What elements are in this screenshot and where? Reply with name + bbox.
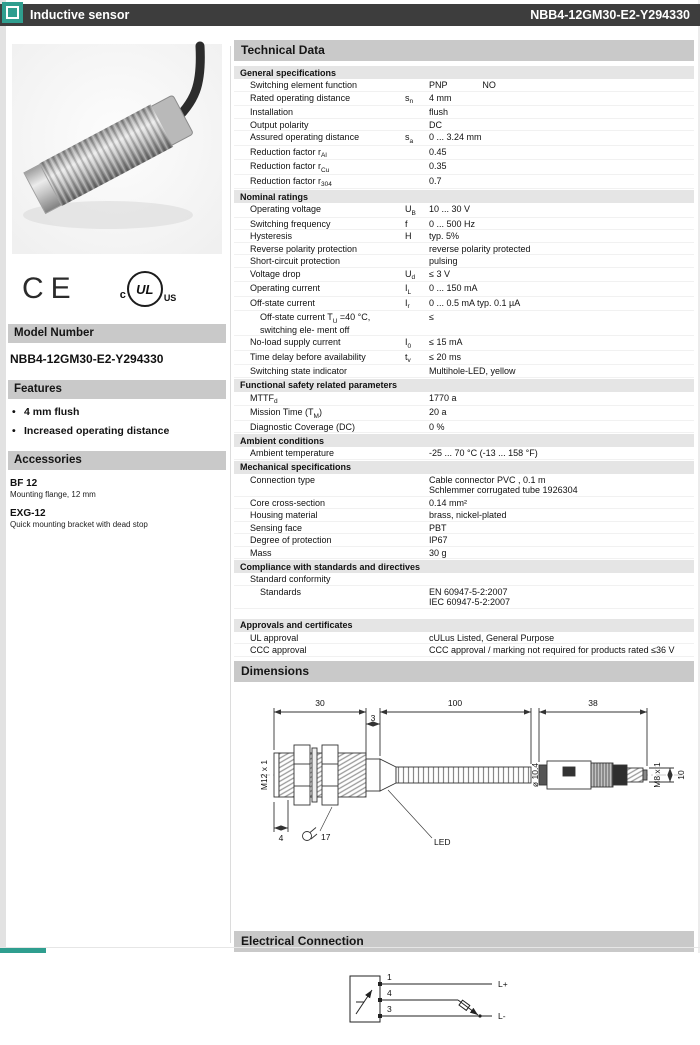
dim-100-label: 100 bbox=[448, 698, 462, 708]
spec-value: 0 % bbox=[429, 422, 690, 433]
spec-label: Reduction factor $r_{Cu}$ bbox=[250, 161, 405, 174]
feature-bullet: • bbox=[12, 425, 24, 437]
spec-row bbox=[234, 203, 694, 218]
accessory-description: Mounting flange, 12 mm bbox=[10, 490, 226, 500]
accessory-item bbox=[10, 478, 226, 500]
spec-value: 0.45 bbox=[429, 147, 690, 158]
spec-value: -25 ... 70 °C (-13 ... 158 °F) bbox=[429, 448, 690, 459]
spec-label: Reduction factor $r_{304}$ bbox=[250, 176, 405, 189]
spec-label: Off-state current $T_U =40$ °C, switching ele- ment off bbox=[260, 312, 405, 335]
spec-label: Housing material bbox=[250, 510, 405, 521]
features-section-header: Features bbox=[8, 380, 226, 399]
feature-item bbox=[12, 425, 226, 437]
spec-row bbox=[234, 351, 694, 366]
spec-symbol: $I_r$ bbox=[405, 298, 429, 311]
accessory-description: Quick mounting bracket with dead stop bbox=[10, 520, 226, 530]
spec-label: Voltage drop bbox=[250, 269, 405, 280]
spec-value: PBT bbox=[429, 523, 690, 534]
spec-value: 0.14 mm² bbox=[429, 498, 690, 509]
dim-10-label: 10 bbox=[676, 770, 686, 780]
feature-bullet: • bbox=[12, 406, 24, 418]
wrench-17-label: 17 bbox=[321, 832, 331, 842]
footer-divider bbox=[0, 947, 700, 948]
spec-group-header: General specifications bbox=[234, 66, 694, 79]
spec-value: 0 ... 0.5 mA typ. 0.1 µA bbox=[429, 298, 690, 309]
spec-row bbox=[234, 406, 694, 421]
spec-label: Switching frequency bbox=[250, 219, 405, 230]
spec-label: Operating current bbox=[250, 283, 405, 294]
spec-symbol: $I_L$ bbox=[405, 283, 429, 296]
spec-value: ≤ 20 ms bbox=[429, 352, 690, 363]
spec-row bbox=[234, 243, 694, 256]
spec-label: Mass bbox=[250, 548, 405, 559]
spec-row bbox=[234, 79, 694, 92]
spec-symbol: $s_n$ bbox=[405, 93, 429, 106]
spec-group-header: Mechanical specifications bbox=[234, 461, 694, 474]
spec-row bbox=[234, 160, 694, 175]
spec-row bbox=[234, 447, 694, 460]
spec-symbol: $I_0$ bbox=[405, 337, 429, 350]
brand-logo-inner-square bbox=[6, 6, 19, 19]
spec-row bbox=[234, 131, 694, 146]
ul-mark-us: US bbox=[164, 293, 177, 303]
spec-symbol: $s_a$ bbox=[405, 132, 429, 145]
spec-value: pulsing bbox=[429, 256, 690, 267]
spec-label: Switching state indicator bbox=[250, 366, 405, 377]
spec-row bbox=[234, 218, 694, 231]
technical-data-section-header: Technical Data bbox=[234, 40, 694, 61]
spec-row bbox=[234, 268, 694, 283]
column-divider bbox=[230, 46, 231, 943]
spec-label: Rated operating distance bbox=[250, 93, 405, 104]
spec-row bbox=[234, 175, 694, 190]
spec-label: Switching element function bbox=[250, 80, 405, 91]
spec-label: Operating voltage bbox=[250, 204, 405, 215]
spec-row bbox=[234, 92, 694, 107]
spec-label: No-load supply current bbox=[250, 337, 405, 348]
spec-symbol: f bbox=[405, 219, 429, 230]
spec-label: Sensing face bbox=[250, 523, 405, 534]
spec-group-header: Ambient conditions bbox=[234, 434, 694, 447]
spec-row bbox=[234, 534, 694, 547]
spec-group-header: Compliance with standards and directives bbox=[234, 560, 694, 573]
spec-label: Mission Time $(T_M)$ bbox=[250, 407, 405, 420]
spec-value: cULus Listed, General Purpose bbox=[429, 633, 690, 644]
spec-value: PNP NO bbox=[429, 80, 690, 91]
spec-row bbox=[234, 522, 694, 535]
spec-value: 0 ... 150 mA bbox=[429, 283, 690, 294]
pin-4-label: 4 bbox=[387, 988, 392, 998]
spec-row bbox=[234, 230, 694, 243]
spec-value: typ. 5% bbox=[429, 231, 690, 242]
spec-value: 30 g bbox=[429, 548, 690, 559]
spec-value: 4 mm bbox=[429, 93, 690, 104]
spec-value: 0.7 bbox=[429, 176, 690, 187]
accessories-list bbox=[8, 478, 226, 530]
product-photo bbox=[8, 40, 226, 258]
spec-value: ≤ 3 V bbox=[429, 269, 690, 280]
spec-label: Degree of protection bbox=[250, 535, 405, 546]
circuit-diagram-svg bbox=[334, 960, 564, 1040]
spec-row bbox=[234, 297, 694, 312]
spec-row bbox=[234, 365, 694, 378]
ul-mark bbox=[120, 271, 177, 307]
spec-label: Off-state current bbox=[250, 298, 405, 309]
spec-row bbox=[234, 497, 694, 510]
spec-row bbox=[234, 421, 694, 434]
spec-value: ≤ bbox=[429, 312, 690, 323]
spec-value: brass, nickel-plated bbox=[429, 510, 690, 521]
certification-logos bbox=[22, 268, 226, 310]
spec-row bbox=[234, 255, 694, 268]
header-bar bbox=[0, 4, 700, 26]
accessory-name: EXG-12 bbox=[10, 508, 226, 520]
spec-row bbox=[234, 632, 694, 645]
brand-logo-icon bbox=[2, 2, 23, 23]
accessories-section-header: Accessories bbox=[8, 451, 226, 470]
spec-row bbox=[234, 392, 694, 407]
left-column bbox=[8, 40, 226, 530]
tube-diameter-label: ø 10.4 bbox=[530, 762, 540, 786]
electrical-connection-section-header: Electrical Connection bbox=[234, 931, 694, 952]
spec-row bbox=[234, 146, 694, 161]
spec-value: 0 ... 3.24 mm bbox=[429, 132, 690, 143]
spec-value: IP67 bbox=[429, 535, 690, 546]
spec-symbol: H bbox=[405, 231, 429, 242]
feature-text: 4 mm flush bbox=[24, 406, 79, 418]
spec-row bbox=[234, 586, 694, 609]
accessory-item bbox=[10, 508, 226, 530]
spec-label: Standard conformity bbox=[250, 574, 405, 585]
spec-row bbox=[234, 644, 694, 657]
dimension-drawing bbox=[236, 690, 694, 927]
dim-38-label: 38 bbox=[588, 698, 598, 708]
model-number-value: NBB4-12GM30-E2-Y294330 bbox=[10, 352, 226, 366]
technical-data-table bbox=[234, 66, 694, 657]
spec-symbol: $U_d$ bbox=[405, 269, 429, 282]
spec-row bbox=[234, 547, 694, 560]
spec-value-line2: IEC 60947-5-2:2007 bbox=[429, 597, 690, 608]
spec-label: Reduction factor $r_{Al}$ bbox=[250, 147, 405, 160]
spec-label: Hysteresis bbox=[250, 231, 405, 242]
spec-label: Connection type bbox=[250, 475, 405, 486]
spec-value: CCC approval / marking not required for products rated ≤36 V bbox=[429, 645, 690, 656]
product-type-title: Inductive sensor bbox=[30, 4, 129, 26]
spec-label: UL approval bbox=[250, 633, 405, 644]
spec-value: reverse polarity protected bbox=[429, 244, 690, 255]
l-plus-label: L+ bbox=[498, 979, 508, 989]
spec-label: Short-circuit protection bbox=[250, 256, 405, 267]
spec-row bbox=[234, 336, 694, 351]
page-left-margin bbox=[0, 0, 6, 953]
spec-row bbox=[234, 573, 694, 586]
spec-value: 0.35 bbox=[429, 161, 690, 172]
spec-label: Ambient temperature bbox=[250, 448, 405, 459]
sensor-photo-illustration bbox=[8, 40, 226, 258]
spec-label: Installation bbox=[250, 107, 405, 118]
spec-value: EN 60947-5-2:2007 IEC 60947-5-2:2007 bbox=[429, 587, 690, 608]
spec-row bbox=[234, 509, 694, 522]
ul-mark-circle: UL bbox=[127, 271, 163, 307]
spec-label: Diagnostic Coverage (DC) bbox=[250, 422, 405, 433]
spec-label: Standards bbox=[260, 587, 405, 598]
table-spacer bbox=[234, 609, 694, 618]
spec-value: flush bbox=[429, 107, 690, 118]
spec-value: 10 ... 30 V bbox=[429, 204, 690, 215]
spec-group-header: Nominal ratings bbox=[234, 190, 694, 203]
feature-item bbox=[12, 406, 226, 418]
dimensions-section-header: Dimensions bbox=[234, 661, 694, 682]
l-minus-label: L- bbox=[498, 1011, 506, 1021]
header-model-number: NBB4-12GM30-E2-Y294330 bbox=[530, 4, 690, 26]
footer-brand-accent bbox=[0, 948, 46, 953]
thread-m8-label: M8 x 1 bbox=[652, 761, 662, 787]
spec-label: Reverse polarity protection bbox=[250, 244, 405, 255]
dim-4-label: 4 bbox=[279, 833, 284, 843]
spec-row bbox=[234, 119, 694, 132]
ul-mark-c: c bbox=[120, 289, 126, 301]
accessory-name: BF 12 bbox=[10, 478, 226, 490]
right-column bbox=[234, 40, 694, 1045]
spec-group-header: Functional safety related parameters bbox=[234, 379, 694, 392]
spec-label: Core cross-section bbox=[250, 498, 405, 509]
spec-value: 1770 a bbox=[429, 393, 690, 404]
spec-value: ≤ 15 mA bbox=[429, 337, 690, 348]
circuit-diagram bbox=[334, 960, 694, 1045]
spec-label: $MTTF_d$ bbox=[250, 393, 405, 406]
spec-label: Assured operating distance bbox=[250, 132, 405, 143]
spec-symbol: $U_B$ bbox=[405, 204, 429, 217]
spec-value: Multihole-LED, yellow bbox=[429, 366, 690, 377]
pin-3-label: 3 bbox=[387, 1004, 392, 1014]
dimension-drawing-svg bbox=[236, 690, 686, 922]
ce-mark: CE bbox=[22, 272, 78, 306]
spec-value-line2: Schlemmer corrugated tube 1926304 bbox=[429, 485, 690, 496]
led-label: LED bbox=[434, 837, 451, 847]
pin-1-label: 1 bbox=[387, 972, 392, 982]
spec-group-header: Approvals and certificates bbox=[234, 619, 694, 632]
spec-label: Time delay before availability bbox=[250, 352, 405, 363]
dim-30-label: 30 bbox=[315, 698, 325, 708]
spec-value: Cable connector PVC , 0.1 m Schlemmer corrugated tube 1926304 bbox=[429, 475, 690, 496]
spec-value: DC bbox=[429, 120, 690, 131]
spec-value: 20 a bbox=[429, 407, 690, 418]
spec-label: CCC approval bbox=[250, 645, 405, 656]
dim-3-label: 3 bbox=[371, 713, 376, 723]
model-number-section-header: Model Number bbox=[8, 324, 226, 343]
features-list bbox=[8, 406, 226, 437]
spec-row bbox=[234, 474, 694, 497]
spec-row bbox=[234, 282, 694, 297]
spec-symbol: $t_v$ bbox=[405, 352, 429, 365]
spec-row bbox=[234, 311, 694, 336]
thread-m12-label: M12 x 1 bbox=[259, 759, 269, 790]
spec-label: Output polarity bbox=[250, 120, 405, 131]
spec-row bbox=[234, 106, 694, 119]
feature-text: Increased operating distance bbox=[24, 425, 169, 437]
spec-value: 0 ... 500 Hz bbox=[429, 219, 690, 230]
